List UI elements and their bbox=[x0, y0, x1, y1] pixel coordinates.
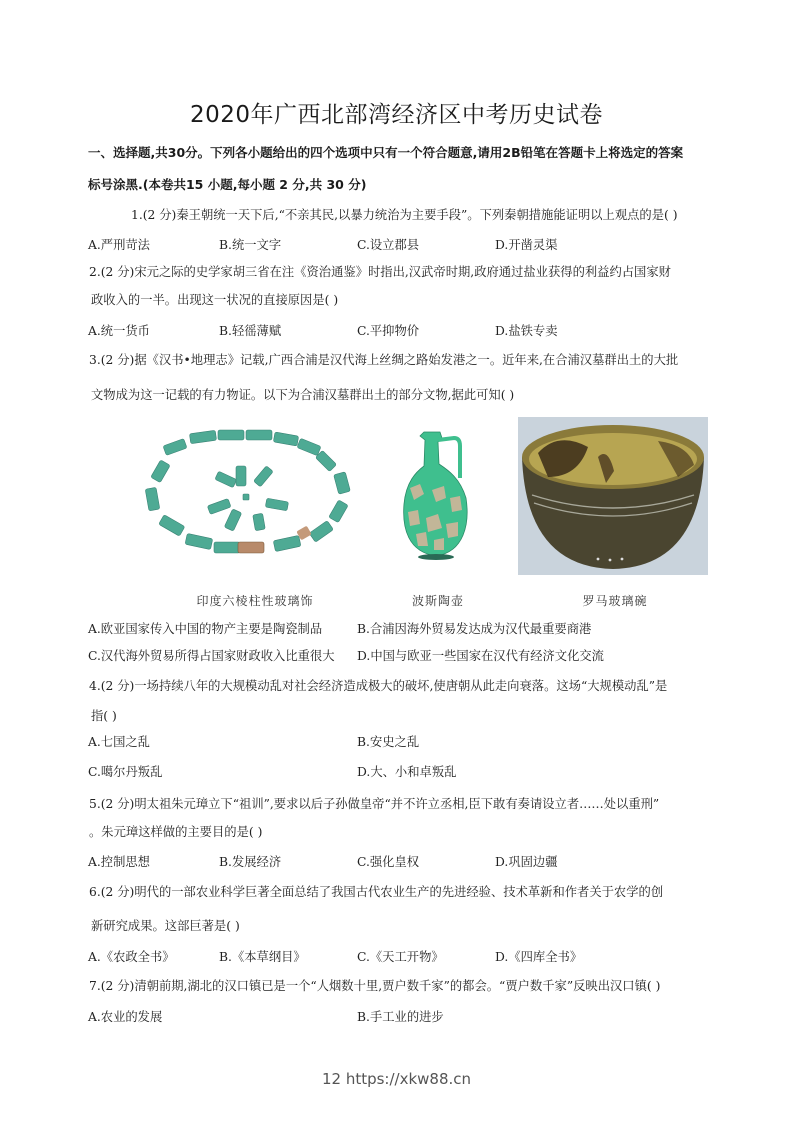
image-caption: 波斯陶壶 bbox=[411, 594, 464, 608]
question-text: 7.(2 分)清朝前期,湖北的汉口镇已是一个“人烟数十里,贾户数千家”的都会。“贾户数千家”反映出汉口镇( ) bbox=[89, 979, 661, 993]
option-b: B.轻徭薄赋 bbox=[219, 324, 282, 338]
page-title: 2020年广西北部湾经济区中考历史试卷 bbox=[189, 102, 604, 128]
option-d: D.盐铁专卖 bbox=[495, 324, 558, 338]
question-text: 1.(2 分)秦王朝统一天下后,“不亲其民,以暴力统治为主要手段”。下列秦朝措施能证明以上观点的是( ) bbox=[131, 208, 678, 222]
option-d: D.巩固边疆 bbox=[495, 855, 558, 869]
option-d: D.《四库全书》 bbox=[495, 950, 583, 964]
option-b: B.发展经济 bbox=[219, 855, 282, 869]
option-c: C.噶尔丹叛乱 bbox=[88, 765, 163, 779]
roman-glass-bowl-image bbox=[518, 417, 708, 575]
option-b: B.合浦因海外贸易发达成为汉代最重要商港 bbox=[357, 622, 592, 636]
option-a: A.欧亚国家传入中国的物产主要是陶瓷制品 bbox=[88, 622, 323, 636]
option-d: D.开凿灵渠 bbox=[495, 238, 558, 252]
question-text-cont: 新研究成果。这部巨著是( ) bbox=[91, 919, 240, 933]
question-text: 5.(2 分)明太祖朱元璋立下“祖训”,要求以后子孙做皇帝“并不许立丞相,臣下敢有奏请设立者……处以重刑” bbox=[89, 797, 660, 811]
option-d: D.大、小和卓叛乱 bbox=[357, 765, 457, 779]
question-text-cont: 政收入的一半。出现这一状况的直接原因是( ) bbox=[91, 293, 339, 307]
image-caption: 罗马玻璃碗 bbox=[582, 594, 648, 608]
option-c: C.汉代海外贸易所得占国家财政收入比重很大 bbox=[88, 649, 335, 663]
option-a: A.农业的发展 bbox=[88, 1010, 163, 1024]
question-text: 3.(2 分)据《汉书•地理志》记载,广西合浦是汉代海上丝绸之路始发港之一。近年来,在合浦汉墓群出土的大批 bbox=[89, 353, 679, 367]
glass-beads-image bbox=[138, 422, 368, 572]
option-c: C.设立郡县 bbox=[357, 238, 420, 252]
option-a: A.控制思想 bbox=[88, 855, 150, 869]
option-a: A.七国之乱 bbox=[88, 735, 150, 749]
question-text-cont: 指( ) bbox=[91, 709, 117, 723]
question-text: 6.(2 分)明代的一部农业科学巨著全面总结了我国古代农业生产的先进经验、技术革新和作者关于农学的创 bbox=[89, 885, 664, 899]
option-b: B.手工业的进步 bbox=[357, 1010, 444, 1024]
option-c: C.强化皇权 bbox=[357, 855, 420, 869]
option-c: C.平抑物价 bbox=[357, 324, 420, 338]
image-caption: 印度六棱柱性玻璃饰 bbox=[196, 594, 314, 608]
section-header-line-2: 标号涂黑.(本卷共15 小题,每小题 2 分,共 30 分) bbox=[88, 177, 367, 192]
page-footer: 12 https://xkw88.cn bbox=[321, 1070, 472, 1088]
option-a: A.统一货币 bbox=[88, 324, 150, 338]
persian-jug-image bbox=[398, 428, 474, 562]
option-b: B.《本草纲目》 bbox=[219, 950, 306, 964]
option-a: A.严刑苛法 bbox=[88, 238, 150, 252]
question-text-cont: 文物成为这一记载的有力物证。以下为合浦汉墓群出土的部分文物,据此可知( ) bbox=[91, 388, 515, 402]
question-text-cont: 。朱元璋这样做的主要目的是( ) bbox=[89, 825, 263, 839]
question-text: 4.(2 分)一场持续八年的大规模动乱对社会经济造成极大的破坏,使唐朝从此走向衰落。这场“大规模动乱”是 bbox=[89, 679, 668, 693]
option-c: C.《天工开物》 bbox=[357, 950, 444, 964]
option-b: B.统一文字 bbox=[219, 238, 282, 252]
section-header-line-1: 一、选择题,共30分。下列各小题给出的四个选项中只有一个符合题意,请用2B铅笔在答题卡上将选定的答案 bbox=[88, 145, 684, 160]
option-a: A.《农政全书》 bbox=[88, 950, 175, 964]
option-d: D.中国与欧亚一些国家在汉代有经济文化交流 bbox=[357, 649, 604, 663]
question-text: 2.(2 分)宋元之际的史学家胡三省在注《资治通鉴》时指出,汉武帝时期,政府通过盐业获得的利益约占国家财 bbox=[89, 265, 671, 279]
option-b: B.安史之乱 bbox=[357, 735, 420, 749]
